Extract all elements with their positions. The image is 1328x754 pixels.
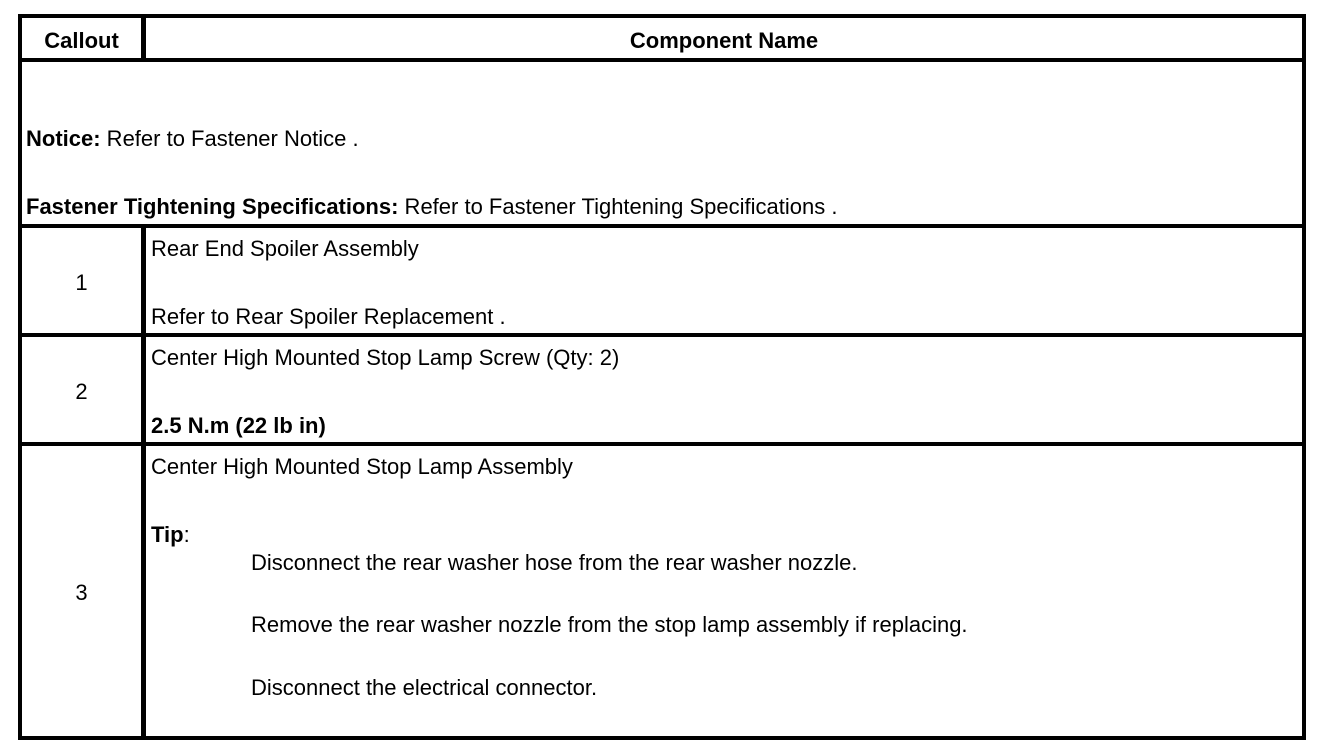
notice-line: [26, 126, 359, 152]
header-separator: [22, 58, 1302, 62]
row-1-detail: Refer to Rear Spoiler Replacement .: [151, 304, 506, 329]
callout-3: 3: [75, 580, 88, 605]
spec-text: Refer to Fastener Tightening Specifications .: [398, 194, 838, 219]
component-name-header: Component Name: [629, 28, 819, 53]
tip-item-1: Disconnect the rear washer hose from the rear washer nozzle.: [251, 550, 858, 575]
callout-1: 1: [75, 270, 88, 295]
notice-label: Notice:: [26, 126, 101, 151]
tip-colon: :: [183, 522, 190, 547]
callout-header: Callout: [44, 28, 119, 53]
component-table: [18, 14, 1306, 740]
notice-text: Refer to Fastener Notice .: [100, 126, 359, 151]
row-3-name: Center High Mounted Stop Lamp Assembly: [151, 454, 573, 479]
row-2-name: Center High Mounted Stop Lamp Screw (Qty: 2): [151, 345, 620, 370]
row-2-separator: [22, 442, 1302, 446]
tip-item-2: Remove the rear washer nozzle from the stop lamp assembly if replacing.: [251, 612, 968, 637]
row-1-name: Rear End Spoiler Assembly: [151, 236, 419, 261]
header-column-divider: [141, 18, 146, 58]
spec-line: [26, 194, 837, 220]
row-3-tip-label: [151, 522, 190, 548]
spec-label: Fastener Tightening Specifications:: [26, 194, 399, 219]
row-2-torque: 2.5 N.m (22 lb in): [151, 413, 326, 438]
tip-label: Tip: [151, 522, 184, 547]
preamble-separator: [22, 224, 1302, 228]
body-column-divider: [141, 224, 146, 736]
tip-item-3: Disconnect the electrical connector.: [251, 675, 598, 700]
row-1-separator: [22, 333, 1302, 337]
callout-2: 2: [75, 379, 88, 404]
